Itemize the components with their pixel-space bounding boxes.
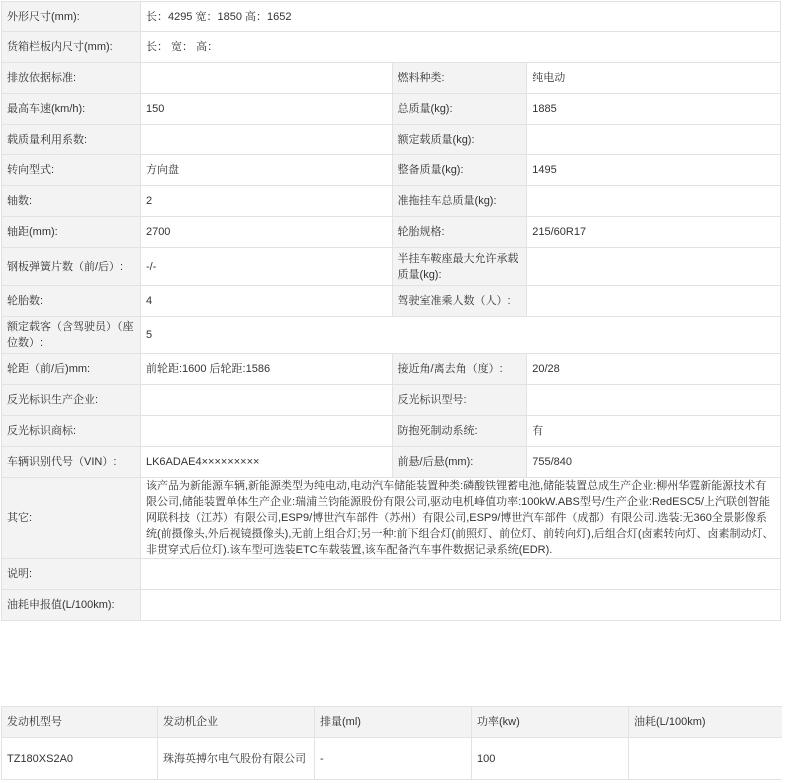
spec-row — [2, 590, 781, 621]
spec-value: 215/60R17 — [527, 217, 781, 248]
vehicle-spec-table — [1, 1, 781, 621]
spec-label: 说明: — [2, 559, 141, 590]
spec-value: 150 — [140, 94, 392, 125]
spec-label: 最高车速(km/h): — [2, 94, 141, 125]
spec-label: 轮胎规格: — [392, 217, 527, 248]
spec-label: 反光标识商标: — [2, 416, 141, 447]
engine-cell: - — [315, 738, 472, 780]
spec-value: 方向盘 — [140, 155, 392, 186]
engine-row — [2, 738, 782, 780]
engine-header-cell: 发动机型号 — [2, 707, 158, 738]
spec-value — [140, 559, 780, 590]
spec-label: 外形尺寸(mm): — [2, 2, 141, 32]
spec-label: 反光标识型号: — [392, 385, 527, 416]
spec-value: 20/28 — [527, 354, 781, 385]
spec-label: 前悬/后悬(mm): — [392, 447, 527, 478]
spec-value: 2700 — [140, 217, 392, 248]
engine-header-cell: 油耗(L/100km) — [629, 707, 782, 738]
spec-label: 钢板弹簧片数（前/后）: — [2, 248, 141, 286]
spec-value: 长：4295 宽：1850 高：1652 — [140, 2, 780, 32]
engine-cell: TZ180XS2A0 — [2, 738, 158, 780]
spec-label: 货箱栏板内尺寸(mm): — [2, 32, 141, 63]
spec-label: 转向型式: — [2, 155, 141, 186]
engine-header-row — [2, 707, 782, 738]
spec-row — [2, 155, 781, 186]
spec-value — [140, 385, 392, 416]
spec-value — [140, 416, 392, 447]
spec-label: 接近角/离去角（度）: — [392, 354, 527, 385]
spec-value: 长： 宽： 高： — [140, 32, 780, 63]
spec-label: 整备质量(kg): — [392, 155, 527, 186]
engine-cell: 珠海英搏尔电气股份有限公司 — [158, 738, 315, 780]
spec-row — [2, 2, 781, 32]
spec-row — [2, 94, 781, 125]
spec-value: 4 — [140, 286, 392, 317]
spec-row — [2, 248, 781, 286]
spec-value — [527, 286, 781, 317]
engine-header-cell: 功率(kw) — [472, 707, 629, 738]
spec-value — [140, 63, 392, 94]
spec-row — [2, 385, 781, 416]
spec-row — [2, 354, 781, 385]
engine-cell — [629, 738, 782, 780]
spec-label: 其它: — [2, 478, 141, 559]
spec-row — [2, 447, 781, 478]
spec-value: 5 — [140, 317, 780, 354]
spec-label: 轮距（前/后)mm: — [2, 354, 141, 385]
spec-value: 1885 — [527, 94, 781, 125]
spec-label: 驾驶室准乘人数（人）: — [392, 286, 527, 317]
spec-row — [2, 217, 781, 248]
spec-label: 载质量利用系数: — [2, 125, 141, 155]
spec-value — [527, 125, 781, 155]
spec-value: LK6ADAE4××××××××× — [140, 447, 392, 478]
spec-row — [2, 416, 781, 447]
spec-label: 防抱死制动系统: — [392, 416, 527, 447]
spec-row — [2, 63, 781, 94]
spec-value — [527, 385, 781, 416]
spec-row — [2, 478, 781, 559]
spec-value: 755/840 — [527, 447, 781, 478]
spec-row — [2, 317, 781, 354]
spec-label: 排放依据标准: — [2, 63, 141, 94]
spec-label: 轴距(mm): — [2, 217, 141, 248]
spec-label: 轴数: — [2, 186, 141, 217]
spec-row — [2, 32, 781, 63]
spec-value: 前轮距:1600 后轮距:1586 — [140, 354, 392, 385]
spec-row — [2, 125, 781, 155]
spec-value — [140, 125, 392, 155]
spec-value — [527, 186, 781, 217]
spec-value — [140, 590, 780, 621]
spec-value — [527, 248, 781, 286]
spec-label: 额定载质量(kg): — [392, 125, 527, 155]
engine-cell: 100 — [472, 738, 629, 780]
spec-label: 准拖挂车总质量(kg): — [392, 186, 527, 217]
spec-value: 2 — [140, 186, 392, 217]
spec-label: 反光标识生产企业: — [2, 385, 141, 416]
spec-row — [2, 286, 781, 317]
spec-label: 半挂车鞍座最大允许承载质量(kg): — [392, 248, 527, 286]
spec-label: 车辆识别代号（VIN）: — [2, 447, 141, 478]
spec-value: 该产品为新能源车辆,新能源类型为纯电动,电动汽车储能装置种类:磷酸铁锂蓄电池,储能装置总成生产企业:柳州华霆新能源技术有限公司,储能装置单体生产企业:瑞浦兰钧能源股份有限公司,驱动电机峰值功率:100kW.ABS型号/生产企业:RedESC5/上汽联创智能网联科技（江苏）有限公司,ESP9/博世汽车部件（苏州）有限公司,ESP9/博世汽车部件（成都）有限公司.选装:无360全景影像系统(前摄像头,外后视镜摄像头),无前上组合灯;另一种:前下组合灯(前照灯、前位灯、前转向灯),后组合灯(卤素转向灯、卤素制动灯、非贯穿式后位灯).该车型可选装ETC车载装置,该车配备汽车事件数据记录系统(EDR). — [140, 478, 780, 559]
engine-table — [1, 706, 782, 780]
spec-value: 有 — [527, 416, 781, 447]
spec-label: 油耗申报值(L/100km): — [2, 590, 141, 621]
engine-header-cell: 发动机企业 — [158, 707, 315, 738]
spec-label: 轮胎数: — [2, 286, 141, 317]
spec-label: 燃料种类: — [392, 63, 527, 94]
spec-value: 纯电动 — [527, 63, 781, 94]
spec-label: 额定载客（含驾驶员）（座位数）: — [2, 317, 141, 354]
spec-value: 1495 — [527, 155, 781, 186]
spec-value: -/- — [140, 248, 392, 286]
engine-header-cell: 排量(ml) — [315, 707, 472, 738]
spec-row — [2, 559, 781, 590]
spec-label: 总质量(kg): — [392, 94, 527, 125]
spec-row — [2, 186, 781, 217]
